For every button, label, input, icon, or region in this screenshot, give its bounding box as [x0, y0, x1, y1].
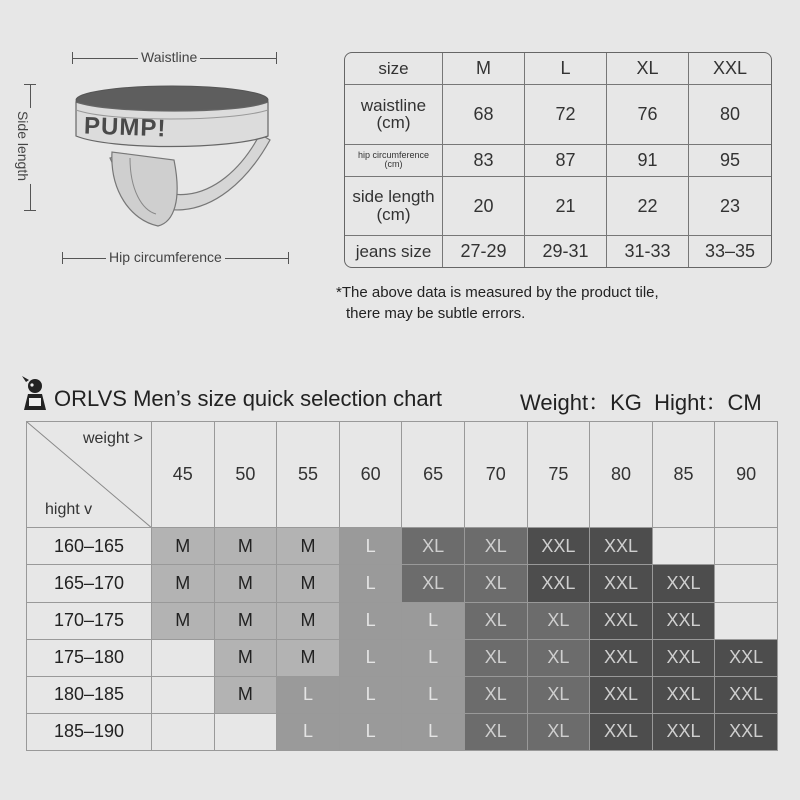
waistline-label: Waistline: [138, 49, 200, 65]
weight-header-75: 75: [527, 422, 590, 528]
size-cell: M: [277, 565, 340, 602]
height-label: 175–180: [27, 639, 152, 676]
size-cell: XL: [402, 528, 465, 565]
size-cell: XL: [402, 565, 465, 602]
size-row-jeans: [345, 236, 771, 267]
side-length-row-label-text: side length (cm): [352, 187, 435, 225]
table-row: [27, 713, 778, 750]
hip-row-label-text: hip circumference (cm): [357, 149, 430, 170]
size-cell: [152, 676, 215, 713]
size-row-hip: [345, 145, 771, 177]
size-cell: L: [402, 602, 465, 639]
size-cell: M: [152, 528, 215, 565]
size-cell: XL: [464, 676, 527, 713]
table-row: [27, 565, 778, 602]
table-row: [27, 676, 778, 713]
brand-mascot-icon: [20, 376, 50, 414]
size-cell: XXL: [590, 676, 653, 713]
size-cell: XXL: [527, 565, 590, 602]
size-cell: M: [214, 676, 277, 713]
weight-header-55: 55: [277, 422, 340, 528]
size-table-header-row: [345, 53, 771, 85]
quick-chart-title: ORLVS Men’s size quick selection chart: [54, 386, 443, 411]
measurement-note: [336, 282, 659, 324]
table-row: [27, 528, 778, 565]
table-cell: 22: [607, 177, 689, 236]
table-cell: 80: [689, 85, 771, 144]
size-cell: [214, 713, 277, 750]
size-header-l: L: [525, 53, 607, 85]
size-row-side-length: [345, 177, 771, 236]
size-cell: M: [277, 528, 340, 565]
jeans-row-label: jeans size: [345, 236, 443, 267]
table-corner: [27, 422, 152, 528]
size-cell: L: [277, 676, 340, 713]
side-length-row-label: [345, 177, 443, 236]
size-cell: XXL: [715, 713, 778, 750]
size-cell: M: [214, 565, 277, 602]
size-cell: XXL: [652, 676, 715, 713]
weight-header-85: 85: [652, 422, 715, 528]
table-cell: 23: [689, 177, 771, 236]
table-cell: 33–35: [704, 241, 756, 262]
size-header-m: M: [443, 53, 525, 85]
size-cell: XXL: [590, 602, 653, 639]
table-cell: 87: [525, 145, 607, 177]
size-cell: L: [402, 639, 465, 676]
size-cell: XXL: [652, 602, 715, 639]
size-cell: M: [152, 602, 215, 639]
size-cell: XXL: [590, 713, 653, 750]
size-cell: XXL: [652, 639, 715, 676]
table-cell: 31-33: [607, 236, 689, 267]
size-cell: M: [214, 602, 277, 639]
size-cell: L: [339, 528, 402, 565]
hip-label: Hip circumference: [106, 249, 225, 265]
size-cell: [715, 528, 778, 565]
size-header: size: [345, 53, 443, 85]
size-row-waistline: [345, 85, 771, 144]
size-cell: L: [339, 639, 402, 676]
quick-selection-table: [26, 421, 778, 751]
size-cell: M: [214, 639, 277, 676]
size-cell: L: [402, 713, 465, 750]
waistline-row-label-text: waistline (cm): [360, 95, 427, 133]
table-cell: 27-29: [443, 236, 525, 267]
size-cell: XL: [527, 676, 590, 713]
waistline-row-label: [345, 85, 443, 144]
pump-logo: PUMP!: [83, 112, 167, 143]
note-line-1: *The above data is measured by the product tile,: [336, 284, 659, 301]
size-table: [344, 52, 772, 268]
size-cell: L: [339, 602, 402, 639]
size-cell: XXL: [652, 565, 715, 602]
weight-header-80: 80: [590, 422, 653, 528]
size-cell: XL: [527, 713, 590, 750]
size-cell: XL: [527, 602, 590, 639]
size-cell: M: [214, 528, 277, 565]
weight-corner-label: weight >: [82, 430, 143, 447]
table-cell: 20: [443, 177, 525, 236]
weight-header-65: 65: [402, 422, 465, 528]
size-cell: XXL: [590, 639, 653, 676]
size-cell: XXL: [590, 528, 653, 565]
size-cell: L: [402, 676, 465, 713]
table-row: [27, 639, 778, 676]
size-cell: [652, 528, 715, 565]
size-cell: XL: [464, 639, 527, 676]
weight-header-50: 50: [214, 422, 277, 528]
hip-row-label: [345, 145, 443, 177]
size-cell: L: [339, 676, 402, 713]
jockstrap-illustration: [70, 80, 290, 240]
table-cell: 76: [607, 85, 689, 144]
table-cell: 21: [525, 177, 607, 236]
size-header-xl: XL: [607, 53, 689, 85]
size-cell: L: [339, 565, 402, 602]
size-cell: XL: [464, 528, 527, 565]
size-cell: M: [277, 639, 340, 676]
size-cell: M: [277, 602, 340, 639]
table-cell: 72: [525, 85, 607, 144]
size-cell: M: [152, 565, 215, 602]
table-cell: 29-31: [525, 236, 607, 267]
size-cell: XL: [464, 713, 527, 750]
side-length-label: Side length: [15, 108, 31, 184]
table-cell: 83: [443, 145, 525, 177]
height-label: 170–175: [27, 602, 152, 639]
height-label: 165–170: [27, 565, 152, 602]
size-cell: [152, 639, 215, 676]
size-cell: [715, 565, 778, 602]
table-cell: 68: [443, 85, 525, 144]
weight-header-45: 45: [152, 422, 215, 528]
size-cell: XL: [527, 639, 590, 676]
weight-header-70: 70: [464, 422, 527, 528]
size-cell: XXL: [715, 676, 778, 713]
weight-header-90: 90: [715, 422, 778, 528]
weight-header-row: [27, 422, 778, 528]
height-label: 160–165: [27, 528, 152, 565]
weight-header-60: 60: [339, 422, 402, 528]
size-cell: [152, 713, 215, 750]
size-cell: XXL: [590, 565, 653, 602]
table-row: [27, 602, 778, 639]
height-label: 185–190: [27, 713, 152, 750]
size-header-xxl: XXL: [689, 53, 771, 85]
size-cell: L: [339, 713, 402, 750]
quick-chart-units: Weight：KG Hight：CM: [520, 390, 762, 415]
table-cell: 91: [607, 145, 689, 177]
size-cell: L: [277, 713, 340, 750]
size-cell: XL: [464, 565, 527, 602]
size-cell: XL: [464, 602, 527, 639]
size-cell: XXL: [652, 713, 715, 750]
size-cell: XXL: [715, 639, 778, 676]
height-corner-label: hight v: [45, 501, 93, 519]
height-label: 180–185: [27, 676, 152, 713]
size-cell: XXL: [527, 528, 590, 565]
size-cell: [715, 602, 778, 639]
note-line-2: there may be subtle errors.: [346, 305, 526, 322]
table-cell: 95: [689, 145, 771, 177]
